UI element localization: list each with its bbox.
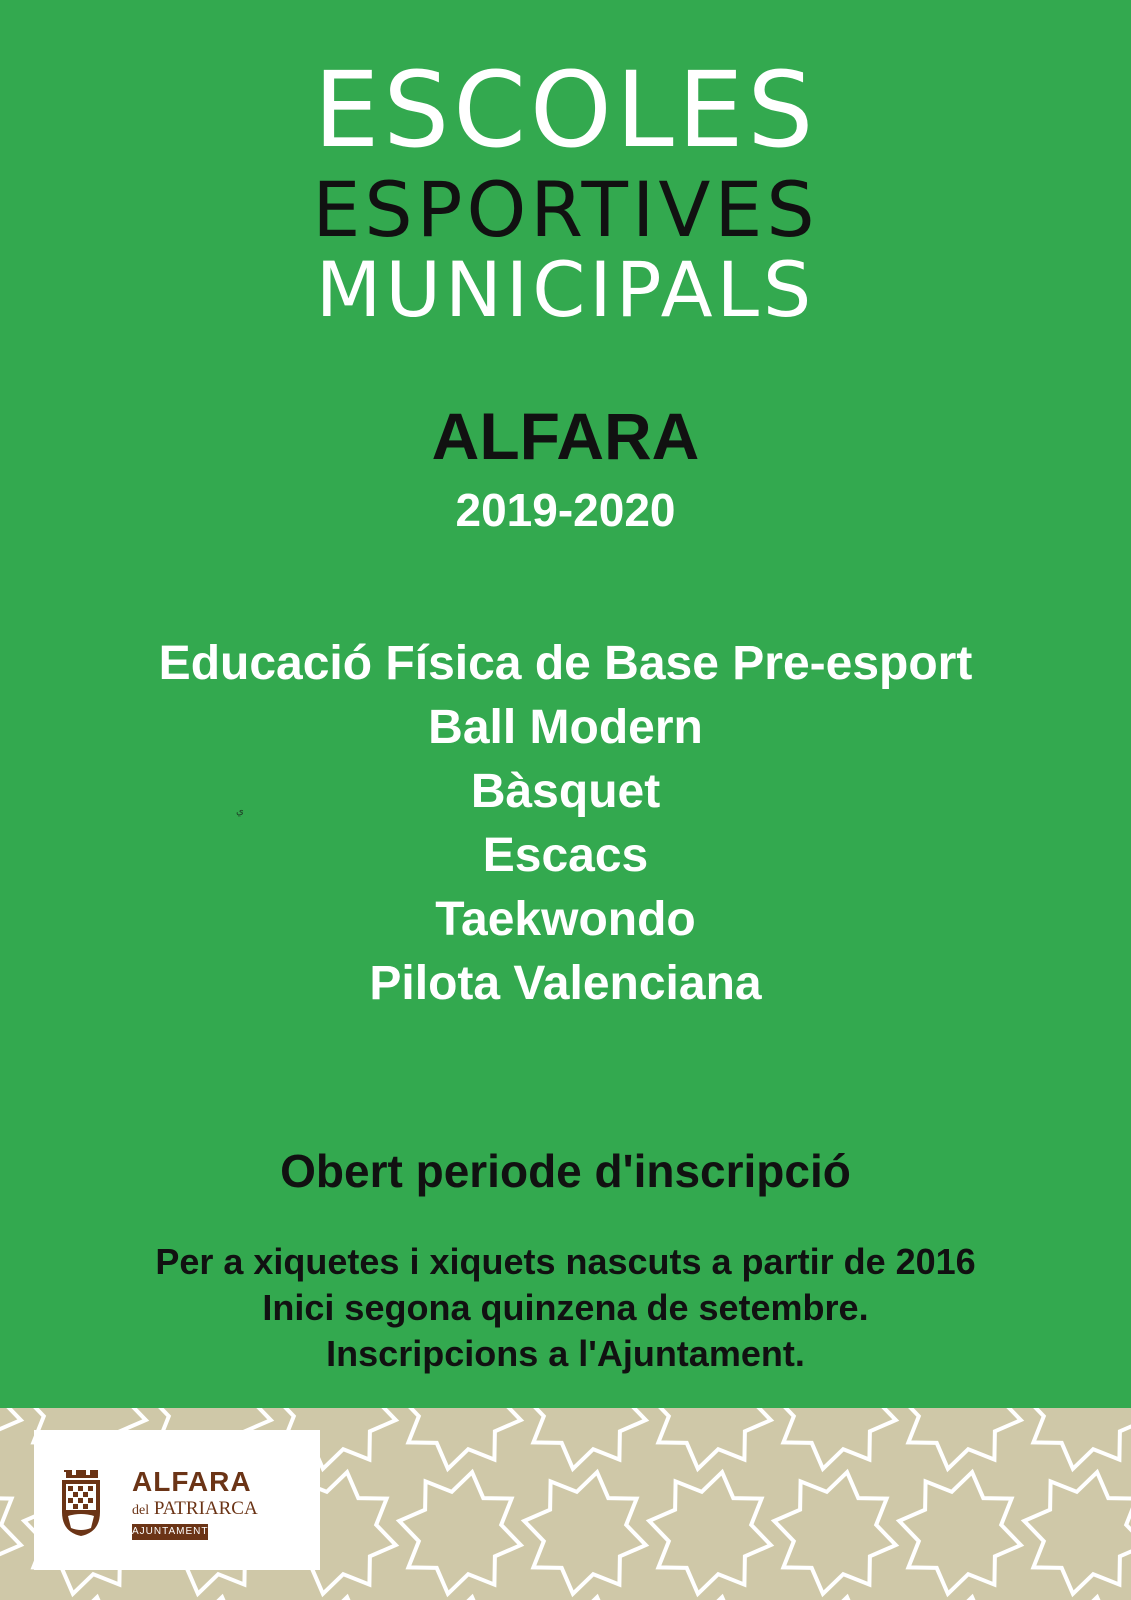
pattern-star [524,1408,646,1469]
pattern-star [0,1472,21,1594]
info-line: Inscripcions a l'Ajuntament. [326,1333,805,1374]
season: 2019-2020 [455,484,676,536]
logo-sub-del: del [132,1503,150,1518]
title-municipals: MUNICIPALS [315,245,816,334]
logo-band: AJUNTAMENT [132,1524,208,1540]
activity-item: Educació Física de Base Pre-esport [158,637,973,690]
open-period-heading: Obert periode d'inscripció [280,1145,851,1197]
speck-mark: ي [236,806,244,817]
activity-item: Bàsquet [470,765,661,818]
title-esportives: ESPORTIVES [312,165,819,254]
municipal-logo [34,1430,320,1570]
activities-list [0,632,1131,1016]
activity-item: Pilota Valenciana [369,957,762,1010]
pattern-star [0,1408,21,1469]
activity-item: Ball Modern [428,701,703,754]
activity-item: Taekwondo [435,893,696,946]
pattern-star [1024,1408,1131,1469]
coat-of-arms-icon [58,1468,104,1538]
activity-item: Escacs [482,829,649,882]
pattern-star [774,1472,896,1594]
pattern-star [399,1472,521,1594]
pattern-star [399,1408,521,1469]
pattern-star [899,1408,1021,1469]
town-name: ALFARA [431,399,700,473]
logo-subtitle [132,1498,258,1520]
info-line: Inici segona quinzena de setembre. [262,1287,869,1328]
pattern-star [649,1472,771,1594]
pattern-star [524,1472,646,1594]
pattern-star [649,1408,771,1469]
pattern-star [774,1408,896,1469]
info-block [0,1239,1131,1377]
title-escoles: ESCOLES [313,49,818,171]
pattern-star [1024,1472,1131,1594]
pattern-star [899,1472,1021,1594]
info-line: Per a xiquetes i xiquets nascuts a partir de 2016 [155,1241,976,1282]
logo-sub-name: PATRIARCA [153,1498,258,1519]
logo-name: ALFARA [132,1466,252,1497]
